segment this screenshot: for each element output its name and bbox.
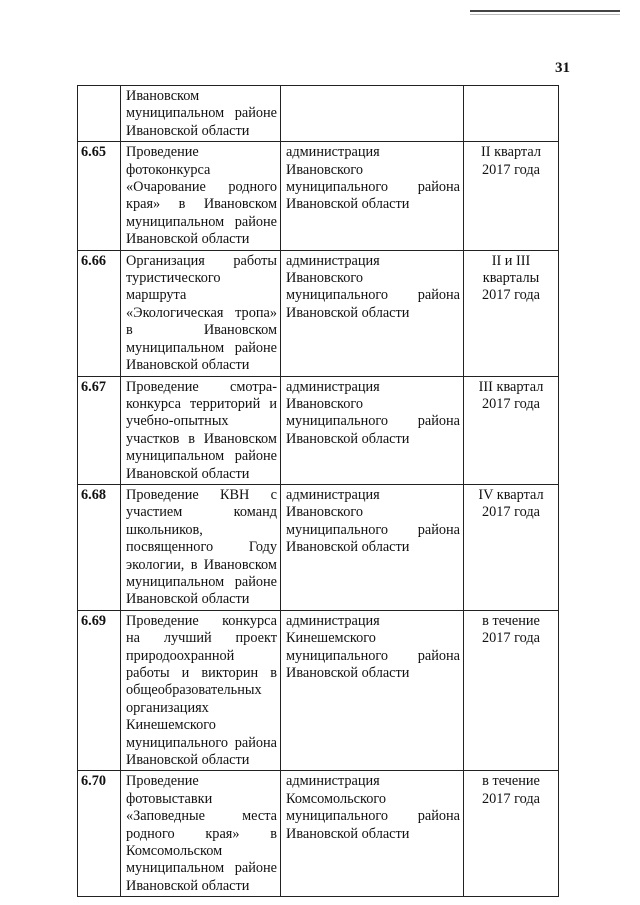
deadline-line: II квартал: [481, 144, 541, 161]
responsible-party-line: Ивановской области: [286, 304, 410, 321]
event-description-line: муниципальном районе: [126, 573, 277, 590]
responsible-party-line: муниципального района: [286, 808, 460, 825]
event-description-line: «Заповедные места: [126, 808, 277, 825]
event-description: [121, 610, 281, 771]
responsible-party-line: муниципального района: [286, 287, 460, 304]
deadline-line: 2017 года: [481, 790, 541, 807]
event-description-line: Ивановской области: [126, 591, 250, 608]
event-description-line: Ивановской области: [126, 357, 250, 374]
responsible-party: [281, 376, 464, 484]
item-number: 6.67: [78, 376, 121, 484]
event-description-line: Комсомольском: [126, 843, 223, 860]
page-number: 31: [555, 60, 570, 76]
event-description-line: работы и викторин в: [126, 665, 277, 681]
event-description-line: «Экологическая тропа»: [126, 304, 277, 321]
deadline-line: 2017 года: [481, 395, 541, 412]
item-number: 6.68: [78, 484, 121, 610]
event-description: [121, 142, 281, 250]
responsible-party: [281, 86, 464, 142]
table-row: [78, 142, 559, 250]
responsible-party: [281, 771, 464, 897]
deadline: [464, 142, 559, 250]
event-description-line: учебно-опытных: [126, 413, 229, 430]
event-description: [121, 376, 281, 484]
event-description-line: маршрута: [126, 287, 187, 304]
deadline-line: II и III: [491, 252, 531, 269]
item-number: 6.70: [78, 771, 121, 897]
event-description: [121, 771, 281, 897]
event-description-line: общеобразовательных: [126, 682, 262, 699]
deadline: [464, 771, 559, 897]
responsible-party-line: Кинешемского: [286, 630, 376, 647]
responsible-party-line: администрация: [286, 612, 380, 629]
responsible-party-line: Ивановской области: [286, 825, 410, 842]
deadline-line: 2017 года: [481, 287, 541, 304]
item-number: [78, 86, 121, 142]
table-row: [78, 771, 559, 897]
event-description-line: муниципального района: [126, 734, 277, 751]
event-description-line: Ивановской области: [126, 752, 250, 769]
event-description-line: Ивановском: [126, 88, 200, 104]
responsible-party-line: Ивановской области: [286, 539, 410, 556]
responsible-party-line: Ивановской области: [286, 665, 410, 681]
event-description-line: Организация работы: [126, 252, 277, 269]
responsible-party-line: Комсомольского: [286, 790, 387, 807]
event-description-line: Проведение: [126, 773, 199, 790]
item-number: 6.66: [78, 250, 121, 376]
deadline-line: IV квартал: [478, 486, 544, 503]
responsible-party-line: Ивановской области: [286, 196, 410, 213]
responsible-party: [281, 484, 464, 610]
responsible-party-line: муниципального района: [286, 647, 460, 664]
event-description-line: участков в Ивановском: [126, 430, 277, 447]
event-description-line: фотовыставки: [126, 790, 213, 807]
event-description-line: муниципальном районе: [126, 105, 277, 122]
event-description-line: Ивановской области: [126, 231, 250, 248]
event-description-line: Кинешемского: [126, 717, 216, 734]
deadline: [464, 250, 559, 376]
responsible-party-line: администрация: [286, 144, 380, 161]
event-description-line: Ивановской области: [126, 877, 250, 894]
deadline-line: в течение: [482, 612, 540, 629]
event-description-line: участием команд: [126, 504, 277, 521]
event-description-line: Проведение: [126, 144, 199, 161]
event-description-line: Проведение конкурса: [126, 612, 277, 629]
table-row: [78, 484, 559, 610]
responsible-party-line: Ивановского: [286, 504, 364, 521]
event-description-line: Проведение смотра-: [126, 378, 277, 395]
responsible-party-line: муниципального района: [286, 179, 460, 196]
event-description-line: родного края» в: [126, 825, 277, 842]
header-rule: [470, 10, 620, 12]
responsible-party-line: муниципального района: [286, 521, 460, 538]
deadline: [464, 86, 559, 142]
responsible-party: [281, 250, 464, 376]
event-description-line: в Ивановском: [126, 322, 277, 339]
event-description-line: Проведение КВН с: [126, 486, 277, 503]
event-description-line: муниципальном районе: [126, 213, 277, 230]
event-description: [121, 484, 281, 610]
deadline-line: 2017 года: [481, 161, 541, 178]
event-description-line: школьников,: [126, 521, 203, 538]
deadline: [464, 484, 559, 610]
deadline-line: 2017 года: [481, 630, 541, 647]
event-description-line: муниципальном районе: [126, 860, 277, 877]
header-rule-thin: [470, 14, 620, 15]
responsible-party-line: администрация: [286, 378, 380, 395]
responsible-party-line: муниципального района: [286, 413, 460, 430]
deadline-line: III квартал: [478, 378, 544, 395]
event-description-line: Ивановской области: [126, 465, 250, 482]
responsible-party-line: администрация: [286, 252, 380, 269]
events-table: [77, 85, 559, 897]
event-description-line: экологии, в Ивановском: [126, 556, 277, 573]
responsible-party-line: администрация: [286, 773, 380, 790]
item-number: 6.69: [78, 610, 121, 771]
deadline: [464, 610, 559, 771]
event-description-line: туристического: [126, 270, 221, 287]
deadline-line: в течение: [482, 773, 540, 790]
responsible-party-line: Ивановского: [286, 161, 364, 178]
item-number: 6.65: [78, 142, 121, 250]
event-description-line: Ивановской области: [126, 122, 250, 139]
event-description-line: природоохранной: [126, 647, 235, 664]
event-description-line: муниципальном районе: [126, 339, 277, 356]
event-description-line: на лучший проект: [126, 630, 277, 647]
responsible-party: [281, 142, 464, 250]
responsible-party-line: администрация: [286, 486, 380, 503]
deadline: [464, 376, 559, 484]
event-description: [121, 250, 281, 376]
responsible-party: [281, 610, 464, 771]
deadline-line: кварталы: [482, 270, 540, 287]
event-description-line: посвященного Году: [126, 539, 277, 556]
event-description: [121, 86, 281, 142]
event-description-line: муниципальном районе: [126, 448, 277, 465]
event-description-line: края» в Ивановском: [126, 196, 277, 213]
event-description-line: фотоконкурса: [126, 161, 211, 178]
event-description-line: конкурса территорий и: [126, 395, 277, 412]
table-row: [78, 610, 559, 771]
deadline-line: 2017 года: [481, 504, 541, 521]
responsible-party-line: Ивановской области: [286, 430, 410, 447]
event-description-line: организациях: [126, 699, 209, 716]
table-row: [78, 376, 559, 484]
table-row: [78, 86, 559, 142]
responsible-party-line: Ивановского: [286, 395, 364, 412]
event-description-line: «Очарование родного: [126, 179, 277, 196]
responsible-party-line: Ивановского: [286, 270, 364, 287]
table-row: [78, 250, 559, 376]
